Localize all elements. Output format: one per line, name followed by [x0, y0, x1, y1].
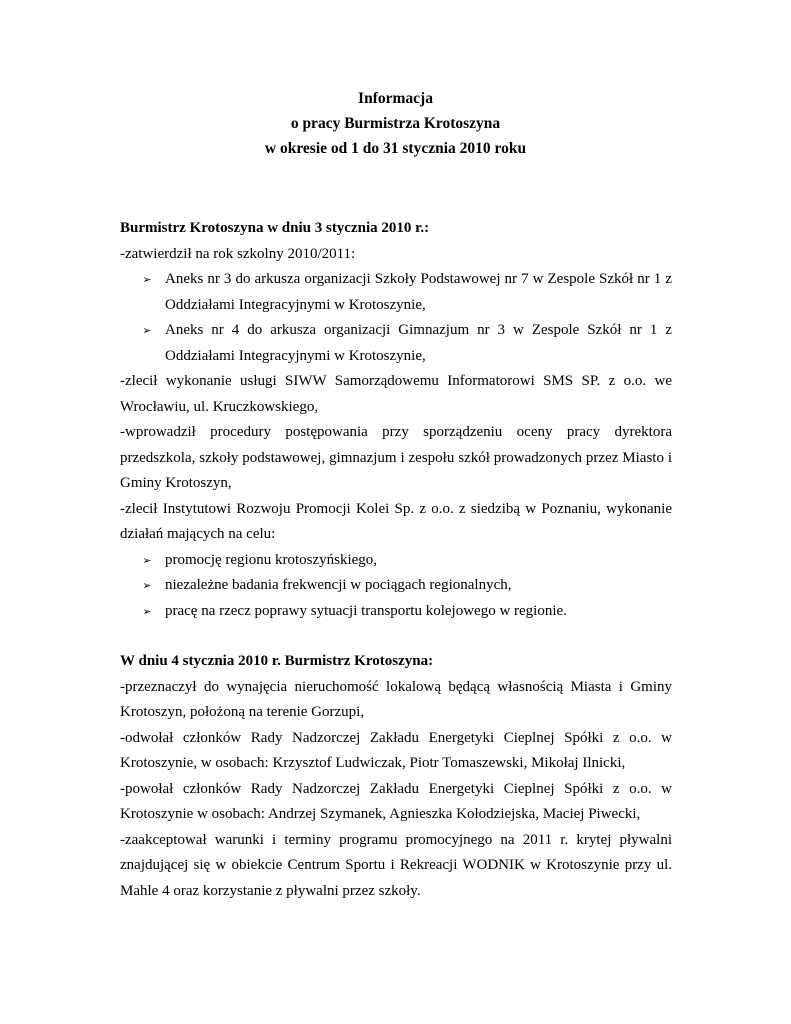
list-item [120, 573, 672, 599]
list-item [120, 599, 672, 625]
list-item-text: pracę na rzecz poprawy sytuacji transportu kolejowego w regionie. [165, 602, 567, 619]
section-spacer [120, 624, 672, 649]
arrow-bullet-icon: ➢ [142, 324, 152, 337]
paragraph: -zlecił Instytutowi Rozwoju Promocji Kolei Sp. z o.o. z siedzibą w Poznaniu, wykonanie działań mających na celu: [120, 500, 672, 542]
arrow-bullet-icon: ➢ [142, 273, 152, 286]
arrow-bullet-icon: ➢ [142, 579, 152, 592]
approval-intro: -zatwierdził na rok szkolny 2010/2011: [120, 245, 356, 262]
title-line-1: Informacja [358, 90, 433, 107]
title-line-3: w okresie od 1 do 31 stycznia 2010 roku [264, 140, 527, 157]
list-item-text: Aneks nr 3 do arkusza organizacji Szkoły Podstawowej nr 7 w Zespole Szkół nr 1 z Oddziałami Integracyjnymi w Krotoszynie, [165, 271, 672, 313]
list-item-text: Aneks nr 4 do arkusza organizacji Gimnazjum nr 3 w Zespole Szkół nr 1 z Oddziałami Integracyjnymi w Krotoszynie, [165, 322, 672, 364]
paragraph: -zlecił wykonanie usługi SIWW Samorządowemu Informatorowi SMS SP. z o.o. we Wrocławiu, ul. Kruczkowskiego, [120, 373, 672, 415]
paragraph: -wprowadził procedury postępowania przy sporządzeniu oceny pracy dyrektora przedszkola, szkoły podstawowej, gimnazjum i zespołu szkół prowadzonych przez Miasto i Gminy Krotoszyn, [120, 424, 672, 491]
list-item [120, 318, 672, 369]
paragraph: -przeznaczył do wynajęcia nieruchomość lokalową będącą własnością Miasta i Gminy Krotoszyn, położoną na terenie Gorzupi, [120, 678, 672, 720]
list-item [120, 267, 672, 318]
section-heading: Burmistrz Krotoszyna w dniu 3 stycznia 2010 r.: [120, 220, 430, 236]
paragraph: -zaakceptował warunki i terminy programu promocyjnego na 2011 r. krytej pływalni znajdującej się w obiekcie Centrum Sportu i Rekreacji WODNIK w Krotoszynie przy ul. Mahle 4 oraz korzystanie z pływalni przez szkoły. [120, 831, 672, 899]
arrow-bullet-icon: ➢ [142, 604, 152, 618]
section-heading: W dniu 4 stycznia 2010 r. Burmistrz Krotoszyna: [120, 653, 434, 669]
list-item-text: promocję regionu krotoszyńskiego, [165, 551, 378, 568]
arrow-bullet-icon: ➢ [142, 553, 152, 567]
paragraph: -odwołał członków Rady Nadzorczej Zakładu Energetyki Cieplnej Spółki z o.o. w Krotoszynie, w osobach: Krzysztof Ludwiczak, Piotr Tomaszewski, Mikołaj Ilnicki, [120, 729, 672, 771]
list-item [120, 548, 672, 574]
section-3-january [120, 216, 672, 904]
list-item-text: niezależne badania frekwencji w pociągach regionalnych, [165, 577, 512, 593]
paragraph: -powołał członków Rady Nadzorczej Zakładu Energetyki Cieplnej Spółki z o.o. w Krotoszynie w osobach: Andrzej Szymanek, Agnieszka Kołodziejska, Maciej Piwecki, [120, 780, 672, 822]
title-line-2: o pracy Burmistrza Krotoszyna [290, 115, 501, 132]
document-title [0, 86, 791, 161]
